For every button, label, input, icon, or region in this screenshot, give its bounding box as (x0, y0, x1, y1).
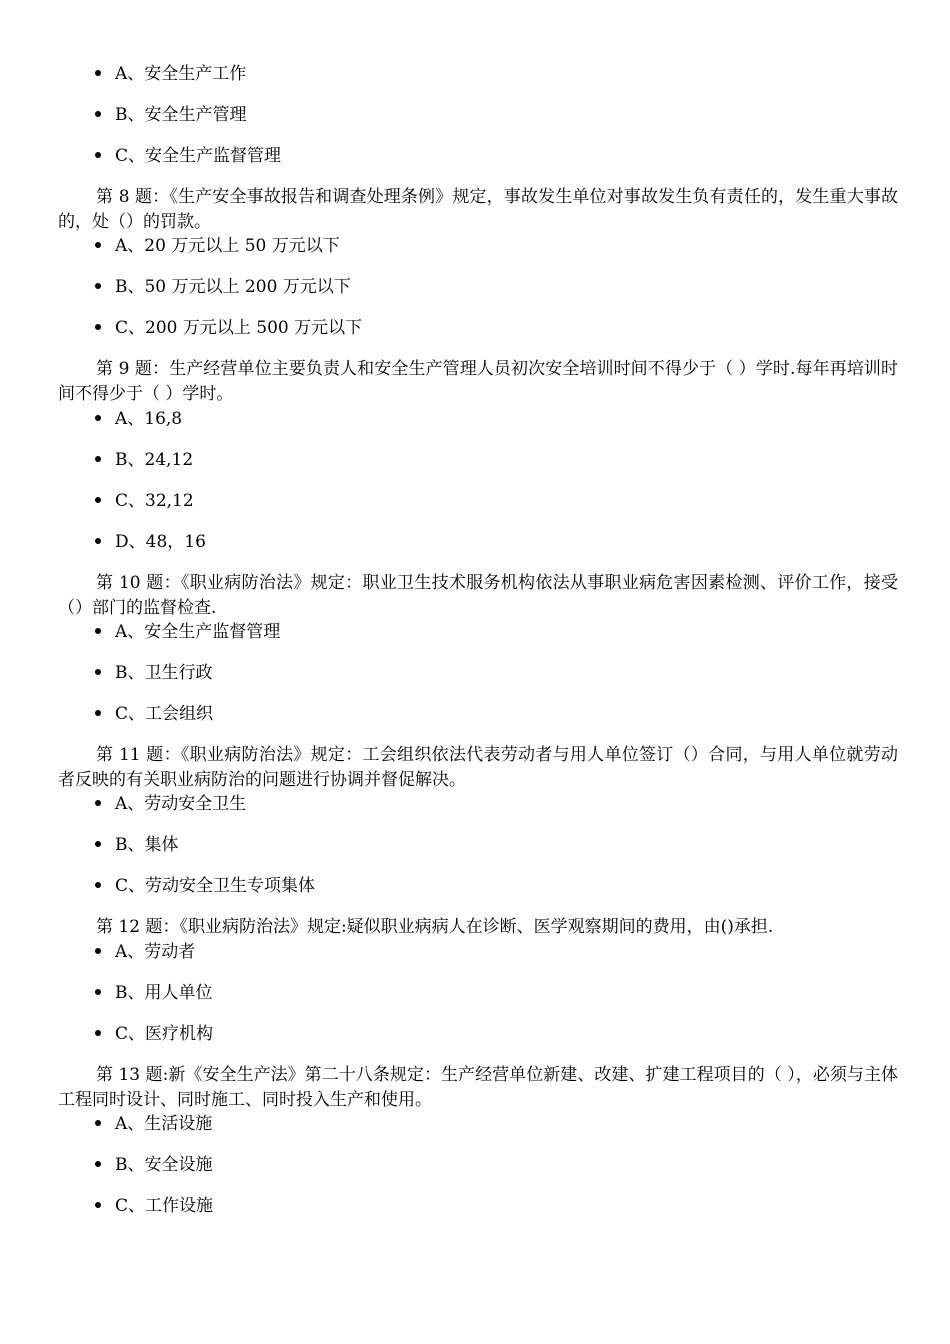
bullet-icon (95, 456, 101, 462)
bullet-icon (95, 1030, 101, 1036)
option-text: A、20 万元以上 50 万元以下 (115, 236, 340, 256)
q8-option-c (95, 316, 362, 340)
option-text: A、16,8 (115, 409, 183, 429)
q12-text: 第 12 题：《职业病防治法》规定:疑似职业病病人在诊断、医学观察期间的费用，由()承担. (96, 917, 774, 937)
q13-option-a (95, 1112, 212, 1136)
q13-option-b (95, 1153, 213, 1177)
q7-option-c (95, 144, 281, 168)
bullet-icon (95, 111, 101, 117)
q11-option-b (95, 833, 179, 857)
option-text: A、生活设施 (115, 1114, 213, 1134)
bullet-icon (95, 948, 101, 954)
bullet-icon (95, 242, 101, 248)
bullet-icon (95, 800, 101, 806)
option-text: C、劳动安全卫生专项集体 (115, 876, 316, 896)
bullet-icon (95, 989, 101, 995)
q10-option-b (95, 661, 213, 685)
q9-option-c (95, 489, 194, 513)
bullet-icon (95, 1161, 101, 1167)
option-text: C、200 万元以上 500 万元以下 (115, 318, 363, 338)
q10-text: 第 10 题：《职业病防治法》规定：职业卫生技术服务机构依法从事职业病危害因素检测、评价工作，接受（）部门的监督检查. (58, 573, 898, 618)
option-text: A、安全生产工作 (115, 64, 247, 84)
q11-option-a (95, 792, 246, 816)
bullet-icon (95, 882, 101, 888)
q9-option-b (95, 448, 193, 472)
bullet-icon (95, 283, 101, 289)
q10-option-a (95, 620, 280, 644)
bullet-icon (95, 415, 101, 421)
q12-option-a (95, 940, 195, 964)
q10-option-c (95, 702, 213, 726)
q11-option-c (95, 874, 315, 898)
q12-option-b (95, 981, 213, 1005)
q8-option-b (95, 275, 351, 299)
option-text: C、安全生产监督管理 (115, 146, 282, 166)
option-text: C、32,12 (115, 491, 194, 511)
bullet-icon (95, 1120, 101, 1126)
bullet-icon (95, 669, 101, 675)
option-text: B、安全生产管理 (115, 105, 247, 125)
q9-text: 第 9 题：生产经营单位主要负责人和安全生产管理人员初次安全培训时间不得少于（ ）学时.每年再培训时间不得少于（ ）学时。 (58, 359, 898, 404)
bullet-icon (95, 710, 101, 716)
option-text: C、工作设施 (115, 1196, 214, 1216)
option-text: B、集体 (115, 835, 179, 855)
q13-option-c (95, 1194, 213, 1218)
q13-text: 第 13 题:新《安全生产法》第二十八条规定：生产经营单位新建、改建、扩建工程项目的（ ），必须与主体工程同时设计、同时施工、同时投入生产和使用。 (58, 1065, 898, 1110)
option-text: B、50 万元以上 200 万元以下 (115, 277, 351, 297)
q12-option-c (95, 1022, 213, 1046)
option-text: A、劳动安全卫生 (115, 794, 247, 814)
option-text: B、24,12 (115, 450, 194, 470)
q7-option-b (95, 103, 247, 127)
option-text: A、安全生产监督管理 (115, 622, 281, 642)
bullet-icon (95, 70, 101, 76)
option-text: C、工会组织 (115, 704, 214, 724)
bullet-icon (95, 324, 101, 330)
bullet-icon (95, 628, 101, 634)
option-text: D、48，16 (115, 532, 206, 552)
option-text: A、劳动者 (115, 942, 196, 962)
option-text: B、安全设施 (115, 1155, 213, 1175)
bullet-icon (95, 152, 101, 158)
q11-text: 第 11 题：《职业病防治法》规定：工会组织依法代表劳动者与用人单位签订（）合同，与用人单位就劳动者反映的有关职业病防治的问题进行协调并督促解决。 (58, 745, 898, 790)
q7-option-a (95, 62, 246, 86)
q9-option-d (95, 530, 206, 554)
bullet-icon (95, 841, 101, 847)
option-text: C、医疗机构 (115, 1024, 214, 1044)
bullet-icon (95, 497, 101, 503)
option-text: B、卫生行政 (115, 663, 213, 683)
q9-option-a (95, 407, 182, 431)
bullet-icon (95, 1202, 101, 1208)
q8-option-a (95, 234, 340, 258)
q8-text: 第 8 题：《生产安全事故报告和调查处理条例》规定，事故发生单位对事故发生负有责任的，发生重大事故的，处（）的罚款。 (58, 187, 898, 232)
option-text: B、用人单位 (115, 983, 213, 1003)
bullet-icon (95, 538, 101, 544)
